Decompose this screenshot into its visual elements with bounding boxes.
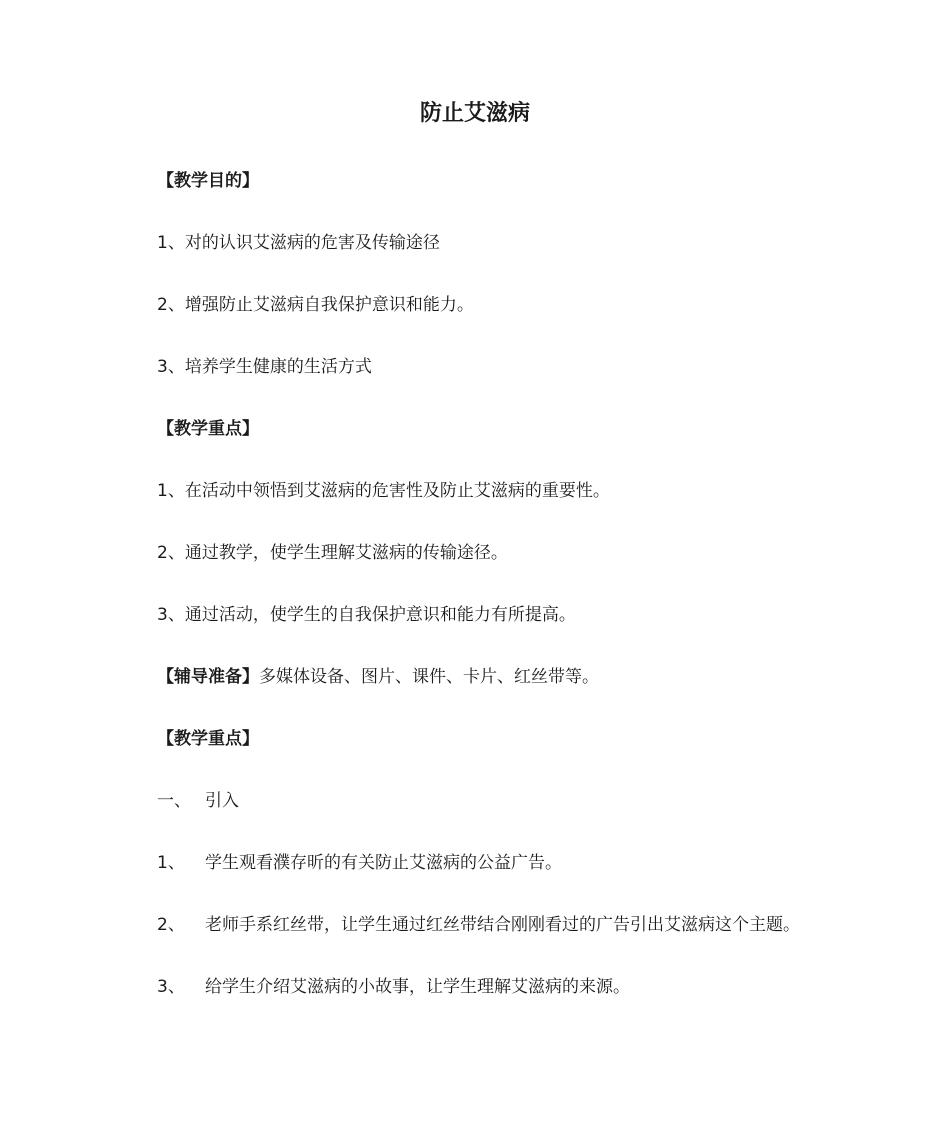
step-number: 1、 — [157, 853, 185, 873]
key-point-item-1: 1、在活动中领悟到艾滋病的危害性及防止艾滋病的重要性。 — [157, 481, 610, 501]
preparation-paragraph — [157, 664, 599, 690]
step-item-1 — [157, 850, 562, 876]
step-number: 2、 — [157, 915, 185, 935]
preparation-text: 多媒体设备、图片、课件、卡片、红丝带等。 — [259, 667, 599, 687]
section-one — [157, 788, 239, 814]
step-text: 学生观看濮存昕的有关防止艾滋病的公益广告。 — [205, 853, 562, 873]
step-text: 给学生介绍艾滋病的小故事，让学生理解艾滋病的来源。 — [205, 977, 630, 997]
section-one-number: 一、 — [157, 791, 191, 811]
key-point-item-3: 3、通过活动，使学生的自我保护意识和能力有所提高。 — [157, 605, 576, 625]
key-point-item-2: 2、通过教学，使学生理解艾滋病的传输途径。 — [157, 543, 508, 563]
objective-item-2: 2、增强防止艾滋病自我保护意识和能力。 — [157, 295, 474, 315]
step-text: 老师手系红丝带，让学生通过红丝带结合刚刚看过的广告引出艾滋病这个主题。 — [205, 915, 800, 935]
objectives-heading: 【教学目的】 — [157, 171, 259, 191]
step-item-3 — [157, 974, 630, 1000]
key-points-heading: 【教学重点】 — [157, 419, 259, 439]
section-one-text: 引入 — [205, 791, 239, 811]
objective-item-1: 1、对的认识艾滋病的危害及传输途径 — [157, 233, 440, 253]
process-heading: 【教学重点】 — [157, 729, 259, 749]
preparation-heading: 【辅导准备】 — [157, 667, 259, 687]
step-number: 3、 — [157, 977, 185, 997]
step-item-2 — [157, 912, 800, 938]
objective-item-3: 3、培养学生健康的生活方式 — [157, 357, 372, 377]
document-title: 防止艾滋病 — [419, 101, 530, 126]
